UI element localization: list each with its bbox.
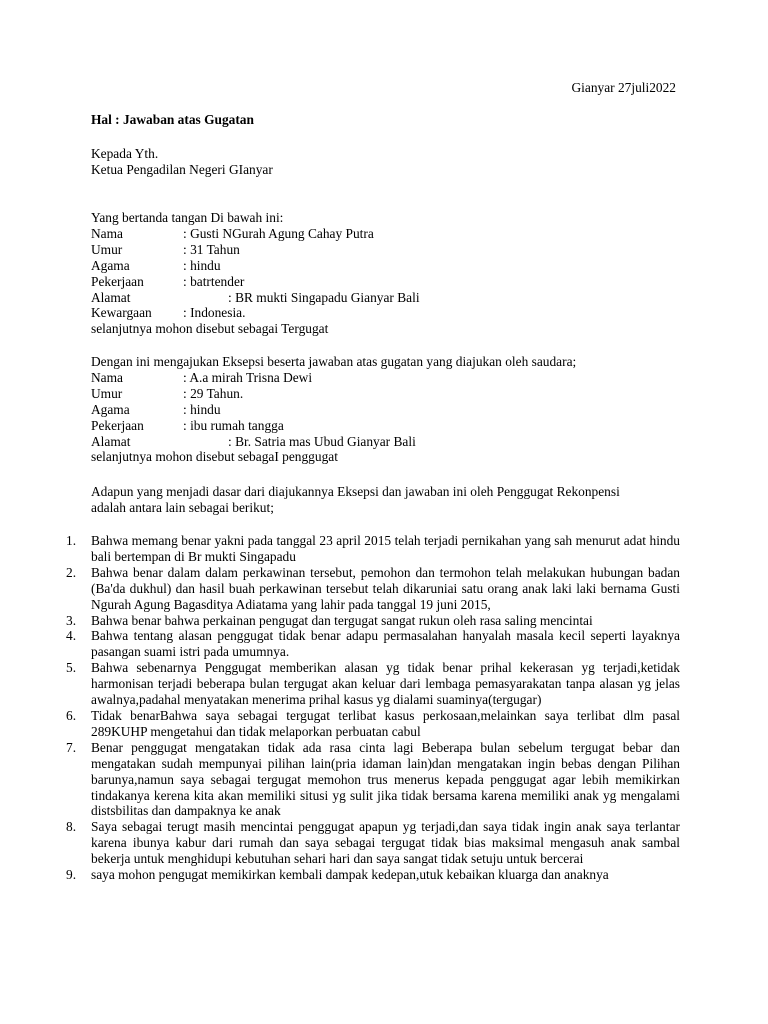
point-item	[66, 867, 680, 883]
recipient-line: Kepada Yth.	[91, 146, 159, 161]
point-item	[66, 819, 680, 867]
field-label: Pekerjaan	[91, 273, 144, 289]
defendant-note: selanjutnya mohon disebut sebagai Tergugat	[91, 321, 329, 337]
point-text: Tidak benarBahwa saya sebagai tergugat terlibat kasus perkosaan,melainkan saya terlibat dlm pasal 289KUHP mengetahui dan tidak melaporkan perbuatan cabul	[91, 707, 680, 739]
letter-date: Gianyar 27juli2022	[571, 80, 676, 95]
point-text: saya mohon pengugat memikirkan kembali dampak kedepan,utuk kebaikan kluarga dan anaknya	[91, 867, 609, 883]
field-label: Umur	[91, 385, 123, 401]
field-label: Nama	[91, 225, 123, 241]
field-label: Nama	[91, 369, 123, 385]
plaintiff-intro: Dengan ini mengajukan Eksepsi beserta jawaban atas gugatan yang diajukan oleh saudara;	[91, 354, 577, 369]
point-text: Bahwa benar dalam dalam perkawinan tersebut, pemohon dan termohon telah melakukan hubungan badan (Ba'da dukhul) dan hasil buah perkawinan tersebut telah dikaruniai satu orang anak laki laki bernama Gusti Ngurah Agung Bagasditya Adiatama yang lahir pada tanggal 19 juni 2015,	[91, 564, 680, 612]
point-text: Bahwa tentang alasan penggugat tidak benar adapu permasalahan hanyalah masala kecil seperti layaknya pasangan suami istri pada umumnya.	[91, 628, 680, 660]
point-number: 4.	[66, 628, 77, 644]
point-number: 6.	[66, 707, 77, 723]
point-item	[66, 740, 680, 820]
defendant-identity	[91, 210, 679, 337]
field-value: : ibu rumah tangga	[183, 417, 284, 433]
field-label: Alamat	[91, 433, 131, 449]
identity-row	[91, 370, 679, 386]
point-text: Bahwa benar bahwa perkainan pengugat dan tergugat sangat rukun oleh rasa saling mencintai	[91, 612, 593, 628]
point-item	[66, 613, 680, 629]
field-value: : hindu	[183, 257, 221, 273]
identity-row	[91, 418, 679, 434]
field-value: : BR mukti Singapadu Gianyar Bali	[228, 289, 420, 305]
point-item	[66, 708, 680, 740]
point-item	[66, 533, 680, 565]
field-value: : A.a mirah Trisna Dewi	[183, 369, 313, 385]
point-text: Saya sebagai terugt masih mencintai penggugat apapun yg terjadi,dan saya tidak ingin anak saya terlantar karena ibunya kabur dari rumah dan saya sebagai tergugat tidak bias maksimal mengasuh anak sambal bekerja untuk menghidupi kebutuhan sehari hari dan saya sangat tidak setuju untuk bercerai	[91, 819, 680, 867]
point-item	[66, 565, 680, 613]
field-value: : Br. Satria mas Ubud Gianyar Bali	[228, 433, 416, 449]
field-label: Umur	[91, 241, 123, 257]
point-text: Bahwa sebenarnya Penggugat memberikan alasan yg tidak benar prihal kekerasan yg terjadi,ketidak harmonisan terjadi beberapa bulan tergugat akan keluar dari lembaga pemasyarakatan tanpa alasan yg jelas awalnya,padahal menyatakan menerima prihal kasus yg dialami suaminya(tergugar)	[91, 660, 680, 708]
basis-line: adalah antara lain sebagai berikut;	[91, 499, 274, 515]
intro-text: Yang bertanda tangan Di bawah ini:	[91, 210, 284, 225]
identity-row	[91, 242, 679, 258]
point-text: Bahwa memang benar yakni pada tanggal 23 april 2015 telah terjadi pernikahan yang sah menurut adat hindu bali bertempan di Br mukti Singapadu	[91, 533, 680, 564]
field-value: : Indonesia.	[183, 305, 246, 321]
recipient-block	[91, 146, 679, 178]
identity-row	[91, 226, 679, 242]
point-number: 1.	[66, 533, 77, 548]
identity-row	[91, 258, 679, 274]
identity-row	[91, 274, 679, 290]
field-label: Alamat	[91, 289, 131, 305]
field-value: : batrtender	[183, 273, 245, 289]
basis-line: Adapun yang menjadi dasar dari diajukannya Eksepsi dan jawaban ini oleh Penggugat Rekonpensi	[91, 484, 620, 499]
point-number: 8.	[66, 819, 77, 835]
field-label: Agama	[91, 257, 130, 273]
plaintiff-identity	[91, 354, 679, 465]
field-label: Agama	[91, 401, 130, 417]
identity-row	[91, 290, 679, 306]
point-item	[66, 660, 680, 708]
recipient-line: Ketua Pengadilan Negeri GIanyar	[91, 161, 273, 177]
identity-row	[91, 386, 679, 402]
identity-row	[91, 434, 679, 450]
points-list	[66, 533, 680, 883]
point-number: 3.	[66, 612, 77, 628]
letter-subject: Hal : Jawaban atas Gugatan	[91, 112, 254, 127]
point-number: 2.	[66, 564, 77, 580]
field-value: : 29 Tahun.	[183, 385, 244, 401]
point-number: 5.	[66, 660, 77, 676]
field-value: : Gusti NGurah Agung Cahay Putra	[183, 225, 374, 241]
identity-row	[91, 305, 679, 321]
basis-paragraph	[91, 484, 679, 516]
field-value: : 31 Tahun	[183, 241, 240, 257]
field-label: Kewargaan	[91, 305, 152, 321]
point-text: Benar penggugat mengatakan tidak ada rasa cinta lagi Beberapa bulan sebelum tergugat bebar dan mengatakan sudah mempunyai pilihan lain(pria idaman lain)dan mengatakan ingin bebas dengan Pilihan barunya,namun saya sebagai tergugat memohon trus menerus kepada penggugat agar lebih memikirkan tindakanya kerena kita akan memiliki situsi yg sulit jika tidak bersama karena memiliki anak yg mengalami distsbilitas dan dampaknya ke anak	[91, 739, 680, 819]
point-number: 7.	[66, 739, 77, 755]
identity-row	[91, 402, 679, 418]
plaintiff-note: selanjutnya mohon disebut sebagaI penggugat	[91, 449, 338, 465]
field-label: Pekerjaan	[91, 417, 144, 433]
field-value: : hindu	[183, 401, 221, 417]
point-number: 9.	[66, 867, 77, 883]
point-item	[66, 628, 680, 660]
